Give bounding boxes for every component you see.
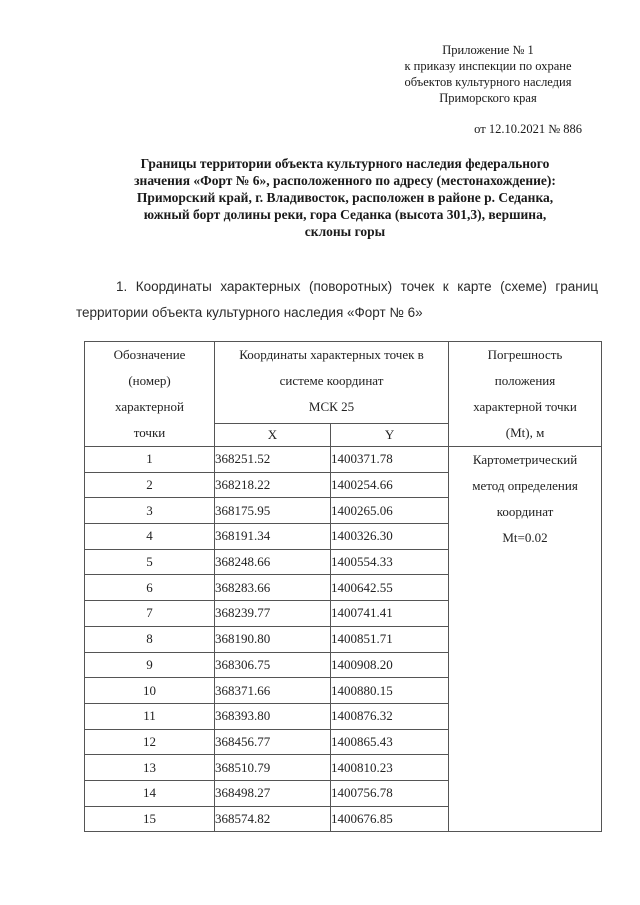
error-method-cell	[449, 447, 602, 832]
coord-x: 368239.77	[215, 601, 331, 627]
header-point	[85, 342, 215, 447]
coord-y: 1400908.20	[331, 652, 449, 678]
point-number: 2	[85, 472, 215, 498]
method-line: Картометрический	[472, 452, 578, 467]
point-number: 8	[85, 626, 215, 652]
coord-y: 1400326.30	[331, 524, 449, 550]
coord-x: 368498.27	[215, 780, 331, 806]
header-point-line: точки	[133, 425, 166, 440]
header-coords-line: системе координат	[279, 373, 384, 388]
order-reference: от 12.10.2021 № 886	[474, 122, 582, 136]
coord-y: 1400371.78	[331, 447, 449, 473]
header-point-line: характерной	[115, 399, 184, 414]
coord-y: 1400676.85	[331, 806, 449, 832]
header-coords	[215, 342, 449, 424]
intro-paragraph	[76, 274, 598, 326]
point-number: 14	[85, 780, 215, 806]
point-number: 12	[85, 729, 215, 755]
coord-x: 368248.66	[215, 549, 331, 575]
method-line: метод определения	[472, 478, 578, 493]
point-number: 3	[85, 498, 215, 524]
coord-x: 368191.34	[215, 524, 331, 550]
point-number: 7	[85, 601, 215, 627]
coord-x: 368371.66	[215, 678, 331, 704]
coord-x: 368574.82	[215, 806, 331, 832]
header-coords-line: МСК 25	[308, 399, 355, 414]
appendix-line: Приложение № 1	[442, 43, 534, 57]
header-point-line: Обозначение	[113, 347, 186, 362]
coord-x: 368306.75	[215, 652, 331, 678]
coord-y: 1400254.66	[331, 472, 449, 498]
point-number: 15	[85, 806, 215, 832]
header-error-line: Погрешность	[487, 347, 563, 362]
coord-x: 368251.52	[215, 447, 331, 473]
coordinates-table	[84, 341, 602, 832]
coord-x: 368510.79	[215, 755, 331, 781]
point-number: 13	[85, 755, 215, 781]
point-number: 6	[85, 575, 215, 601]
document-title: Границы территории объекта культурного наследия федерального значения «Форт № 6», расположенного по адресу (местонахождение): Приморский край, г. Владивосток, расположен в районе р. Седанка, южный борт долины реки, гора Седанка (высота 301,3), вершина, склоны горы	[134, 156, 556, 239]
header-y: Y	[331, 424, 449, 447]
coord-y: 1400876.32	[331, 703, 449, 729]
coord-x: 368175.95	[215, 498, 331, 524]
coord-y: 1400865.43	[331, 729, 449, 755]
intro-paragraph-text: 1. Координаты характерных (поворотных) точек к карте (схеме) границ территории объекта культурного наследия «Форт № 6»	[76, 279, 598, 320]
method-line: координат	[496, 504, 554, 519]
point-number: 1	[85, 447, 215, 473]
coord-x: 368190.80	[215, 626, 331, 652]
appendix-block	[388, 42, 588, 106]
header-coords-line: Координаты характерных точек в	[239, 347, 424, 362]
coord-y: 1400810.23	[331, 755, 449, 781]
coord-y: 1400642.55	[331, 575, 449, 601]
coord-y: 1400265.06	[331, 498, 449, 524]
appendix-line: Приморского края	[439, 91, 537, 105]
header-error-line: (Mt), м	[505, 425, 545, 440]
coord-y: 1400741.41	[331, 601, 449, 627]
coord-x: 368218.22	[215, 472, 331, 498]
point-number: 4	[85, 524, 215, 550]
coord-x: 368456.77	[215, 729, 331, 755]
point-number: 10	[85, 678, 215, 704]
appendix-line: к приказу инспекции по охране	[404, 59, 572, 73]
point-number: 11	[85, 703, 215, 729]
header-error-line: характерной точки	[473, 399, 577, 414]
appendix-line: объектов культурного наследия	[404, 75, 572, 89]
coord-y: 1400880.15	[331, 678, 449, 704]
method-line: Mt=0.02	[502, 530, 548, 545]
header-point-line: (номер)	[128, 373, 171, 388]
coord-y: 1400851.71	[331, 626, 449, 652]
coord-x: 368393.80	[215, 703, 331, 729]
point-number: 5	[85, 549, 215, 575]
header-x: X	[215, 424, 331, 447]
header-error-line: положения	[494, 373, 556, 388]
header-error	[449, 342, 602, 447]
coord-y: 1400756.78	[331, 780, 449, 806]
coord-x: 368283.66	[215, 575, 331, 601]
coord-y: 1400554.33	[331, 549, 449, 575]
table-row	[85, 447, 602, 473]
point-number: 9	[85, 652, 215, 678]
